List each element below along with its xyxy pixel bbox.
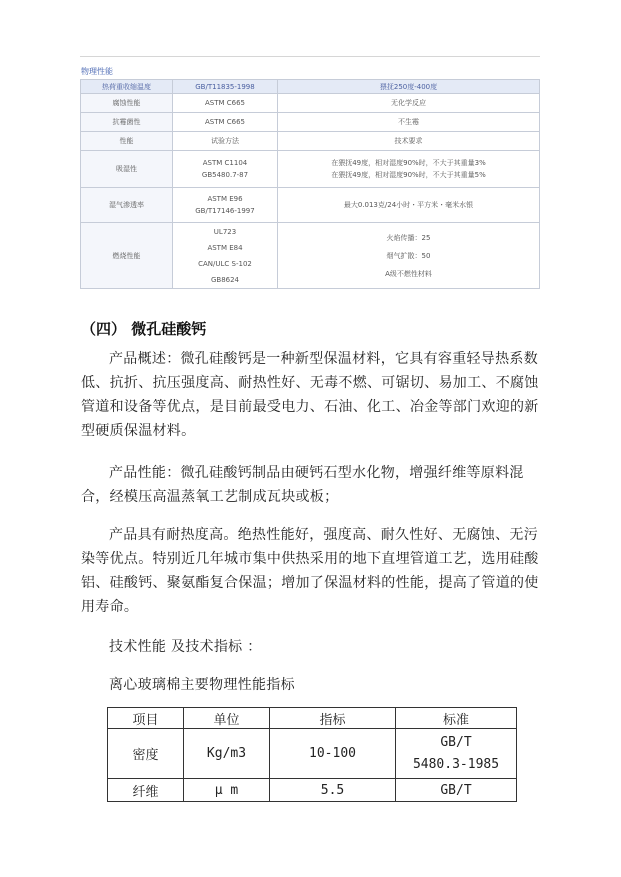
property-cell: 燃烧性能 bbox=[81, 223, 173, 289]
method-line: ASTM E84 bbox=[207, 243, 243, 252]
result-line: 在猥抚49度，相对湿度90%时，不大于其重量3% bbox=[331, 159, 486, 167]
header-cell: GB/T11835-1998 bbox=[173, 80, 278, 94]
result-cell: 技术要求 bbox=[278, 132, 540, 151]
table-row bbox=[81, 188, 540, 223]
spec-header-row bbox=[108, 708, 517, 729]
result-line: 火焰传播：25 bbox=[386, 233, 431, 242]
result-line: A级不燃性材料 bbox=[385, 269, 432, 278]
section-title: （四） 微孔硅酸钙 bbox=[81, 320, 207, 338]
method-line: UL723 bbox=[213, 227, 237, 236]
property-cell: 湿气渗透率 bbox=[81, 188, 173, 223]
method-line: ASTM E96 bbox=[207, 195, 243, 203]
property-cell: 吸湿性 bbox=[81, 151, 173, 188]
table-row bbox=[81, 223, 540, 289]
property-cell: 抗霉菌性 bbox=[81, 113, 173, 132]
top-divider bbox=[80, 56, 540, 57]
header-cell: 指标 bbox=[270, 708, 396, 729]
property-cell: 腐蚀性能 bbox=[81, 94, 173, 113]
standard-line: GB/T bbox=[440, 734, 472, 750]
method-line: GB5480.7-87 bbox=[201, 171, 249, 179]
method-cell bbox=[173, 151, 278, 188]
table-row bbox=[108, 779, 517, 802]
header-cell: 热荷重收缩温度 bbox=[81, 80, 173, 94]
table-row bbox=[108, 729, 517, 779]
table-row bbox=[81, 132, 540, 151]
value-cell: 5.5 bbox=[270, 779, 396, 802]
standard-cell: GB/T bbox=[396, 779, 517, 802]
result-cell bbox=[278, 151, 540, 188]
paragraph-advantages: 产品具有耐热度高。绝热性能好，强度高、耐久性好、无腐蚀、无污染等优点。特别近几年城市集中供热采用的地下直埋管道工艺，选用硅酸铝、硅酸钙、聚氨酯复合保温；增加了保温材料的性能，提高了管道的使用寿命。 bbox=[81, 527, 539, 615]
unit-cell: Kg/m3 bbox=[184, 729, 270, 779]
value-cell: 10-100 bbox=[270, 729, 396, 779]
item-cell: 密度 bbox=[108, 729, 184, 779]
paragraph-performance: 产品性能：微孔硅酸钙制品由硬钙石型水化物，增强纤维等原料混合，经模压高温蒸氧工艺制成瓦块或板； bbox=[81, 465, 524, 505]
spec-table bbox=[107, 707, 517, 802]
table-row bbox=[81, 94, 540, 113]
result-line: 烟气扩散：50 bbox=[386, 251, 431, 260]
method-cell: ASTM C665 bbox=[173, 94, 278, 113]
unit-cell: μ m bbox=[184, 779, 270, 802]
result-cell: 不生霉 bbox=[278, 113, 540, 132]
table-header-row bbox=[81, 80, 540, 94]
header-cell: 猥抚250度-400度 bbox=[278, 80, 540, 94]
standard-line: 5480.3-1985 bbox=[412, 756, 500, 772]
method-line: GB8624 bbox=[210, 275, 240, 284]
method-cell: 试验方法 bbox=[173, 132, 278, 151]
paragraph-overview: 产品概述：微孔硅酸钙是一种新型保温材料，它具有容重轻导热系数低、抗折、抗压强度高、耐热性好、无毒不燃、可锯切、易加工、不腐蚀管道和设备等优点，是目前最受电力、石油、化工、冶金等部门欢迎的新型硬质保温材料。 bbox=[81, 351, 539, 439]
item-cell: 纤维 bbox=[108, 779, 184, 802]
property-cell: 性能 bbox=[81, 132, 173, 151]
result-line: 在猥抚49度，相对湿度90%时，不大于其重量5% bbox=[331, 171, 486, 179]
method-cell bbox=[173, 223, 278, 289]
result-cell: 最大0.013克/24小时・平方米・毫米水银 bbox=[278, 188, 540, 223]
result-cell: 无化学反应 bbox=[278, 94, 540, 113]
method-line: ASTM C1104 bbox=[202, 159, 248, 167]
method-cell bbox=[173, 188, 278, 223]
physical-properties-title: 物理性能 bbox=[81, 67, 113, 76]
table-row bbox=[81, 151, 540, 188]
method-line: CAN/ULC S-102 bbox=[198, 259, 252, 268]
physical-properties-table bbox=[80, 79, 540, 289]
table-row bbox=[81, 113, 540, 132]
header-cell: 单位 bbox=[184, 708, 270, 729]
method-line: GB/T17146-1997 bbox=[195, 207, 255, 215]
paragraph-tech-heading: 技术性能 及技术指标 ： bbox=[109, 639, 262, 655]
method-cell: ASTM C665 bbox=[173, 113, 278, 132]
paragraph-table-caption: 离心玻璃棉主要物理性能指标 bbox=[109, 677, 295, 693]
result-cell bbox=[278, 223, 540, 289]
header-cell: 标准 bbox=[396, 708, 517, 729]
header-cell: 项目 bbox=[108, 708, 184, 729]
standard-cell bbox=[396, 729, 517, 779]
